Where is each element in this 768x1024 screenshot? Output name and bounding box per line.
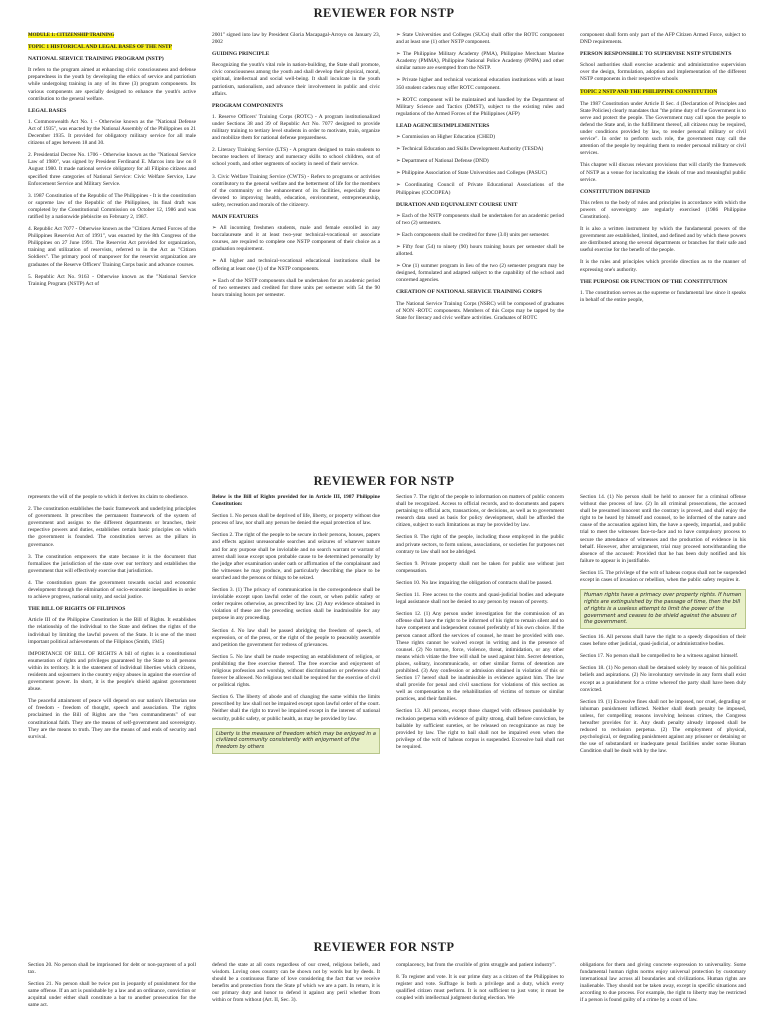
paragraph: The peaceful attainment of peace will depend on our nation's libertarian use of freedom - freedom of thought, speech and association. The rights proclaimed in the Bill of Rights are the "ten commandments" of our constitutional faith. They are the means of self-government and sovereignty. They are the means to truth. They are the means of and ends of security and survival.	[28, 698, 196, 740]
topic-heading: TOPIC 1 HISTORICAL AND LEGAL BASES OF THE NSTP	[28, 44, 172, 51]
section-heading: LEAD AGENCIES/IMPLEMENTERS	[396, 122, 490, 129]
bullet-item: ➢ Private higher and technical vocational education institutions with at least 350 student cadets may offer ROTC component.	[396, 77, 564, 91]
section-heading: CREATION OF NATIONAL SERVICE TRAINING CORPS	[396, 289, 542, 296]
bullet-item: ➢ Each of the NSTP components shall be undertaken for an academic period of two semesters and credited for three units per semester with 54 the 90 hours training hours per semester.	[212, 277, 380, 298]
column-1	[28, 962, 196, 1024]
paragraph: 2001" signed into law by President Gloria Macapagal-Arroyo on January 23, 2002	[212, 32, 380, 46]
section-heading: PERSON RESPONSIBLE TO SUPERVISE NSTP STUDENTS	[580, 51, 732, 58]
column-4	[580, 32, 746, 452]
paragraph: Section 3. (1) The privacy of communication in the correspondence shall be inviolable except upon lawful order of the court, or when public safety or order requires otherwise, as prescribed by law. (2) Any evidence obtained in violation of these are the preceding section shall be inadmissible for any purpose in any proceeding.	[212, 587, 380, 622]
paragraph: 2. Literacy Training Service (LTS) - A program designed to train students to become teachers of literacy and numeracy skills to school children, out of school youth, and other segments of society in need of their service.	[212, 147, 380, 168]
section-heading: GUIDING PRINCIPLE	[212, 51, 270, 58]
bullet-item: ➢ One (1) summer program in lieu of the two (2) semester program may be designed, formulated and adapted subject to the capability of the school and concerned agencies.	[396, 263, 564, 284]
paragraph: 3. Civic Welfare Training Service (CWTS) - Refers to programs or activities contributory to the general welfare and the betterment of life for the members of the community or the enhancement of its facilities, especially those devoted to improving health, education, environment, entrepreneurship, safety, recreation and morals of the citizenry.	[212, 173, 380, 208]
paragraph: defend the state at all costs regardless of our creed, religious beliefs, and wisdom. Loving ones country can be shown not by words but by deeds. It should be a continuous flame of love considering the fact that we receive benefits and protection from the State pf which we are a part. In return, it is our primary duty and honor to defend it against any peril whether from within or from without (Art. II, Sec. 3).	[212, 962, 380, 1004]
paragraph: Section 9. Private property shall not be taken for public use without just compensation.	[396, 560, 564, 574]
paragraph: Section 17. No person shall be compelled to be a witness against himself.	[580, 653, 739, 660]
column-2	[212, 962, 380, 1024]
column-1	[28, 494, 196, 890]
module-heading: MODULE 1: CITIZENSHIP TRAINING	[28, 33, 115, 38]
sheet-title: REVIEWER FOR NSTP	[313, 474, 455, 488]
paragraph: represents the will of the people to which it derives its claim to obedience.	[28, 494, 189, 500]
paragraph: 4. Republic Act 7077 - Otherwise known as the "Citizen Armed Forces of the Philippines Reservist Act of 1991", was enacted by the 8th Congress of the Philippines on 27 June 1991. The Reservist Act provided for organization, training and utilization of reservists, referred to in the Act as "Citizen Soldiers". The primary pool of manpower for the reservist organization are graduates of the Reserve Officers' Training Corps basic and advance courses.	[28, 226, 196, 268]
paragraph: This chapter will discuss relevant provisions that will clarify the framework of NSTP as a venue for inculcating the ideals of true and meaningful public service.	[580, 162, 746, 183]
paragraph: 8. To register and vote. It is our prime duty as a citizen of the Philippines to register and vote. Suffrage is both a privilege and a duty, which every qualified citizen must perform. It is not sufficient to just vote; it must be coupled with intellectual judgment during election. We	[396, 974, 564, 1002]
column-4	[580, 962, 746, 1024]
bullet-item: ➢ Fifty four (54) to ninety (90) hours training hours per semester shall be allotted.	[396, 243, 564, 258]
paragraph: Section 4. No law shall be passed abridging the freedom of speech, of expression, or of the press, or the right of the people to peaceably assemble and petition the government for redress of grievances.	[212, 627, 380, 648]
paragraph: It is also a written instrument by which the fundamental powers of the government are established, limited, and defined and by which these powers are distributed among the several departments or branches for their safe and useful exercise for the benefit of the people.	[580, 226, 746, 254]
paragraph: Section 13. All persons, except those charged with offenses punishable by reclusion perpetua with evidence of guilty strong, shall before conviction, be bailable by sufficient sureties, or be released on recognizance as may be provided by law. The right to bail shall not be impaired even when the privilege of the writ of habeas corpus is suspended. Excessive bail shall not be required.	[396, 708, 564, 750]
bullet-item: ➢ All higher and technical-vocational educational institutions shall be offering at least one (1) of the NSTP components.	[212, 258, 380, 272]
column-3	[396, 494, 564, 890]
paragraph: 5. Republic Act No. 9163 - Otherwise known as the "National Service Training Program (NSTP) Act of	[28, 273, 196, 287]
paragraph: Section 6. The liberty of abode and of changing the same within the limits prescribed by law shall not be impaired except upon lawful order of the court. Neither shall the right to travel be impaired except in the interest of national security, public safety, or public health, as may be provided by law.	[212, 694, 380, 722]
paragraph: Section 20. No person shall be imprisoned for debt or non-payment of a poll tax.	[28, 962, 196, 976]
bullet-item: ➢ Department of National Defense (DND)	[396, 158, 489, 165]
paragraph: Section 14. (1) No person shall be held to answer for a criminal offense without due process of law. (2) In all criminal prosecutions, the accused shall be presumed innocent until the contrary is proved, and shall enjoy the right to be heard by himself and counsel, to be informed of the nature and cause of the accusation against him, the have a speedy, impartial, and public trial to meet the witnesses face-to-face and to have compulsory process to secure the attendance of witnesses and the production of evidence in his behalf. However, after arraignment, trial may proceed notwithstanding the absence of the accused: Provided that he has been duly notified and his failure to appear is in justifiable.	[580, 494, 746, 564]
column-2	[212, 32, 380, 452]
paragraph: IMPORTANCE OF BILL OF RIGHTS A bill of rights is a constitutional enumeration of rights and privileges guaranteed by the State to all persons within its territory. It is the statement of individual liberties which citizens, residents and sojourners in the country enjoy abuses in against the exercise of government power. In short, it is the people's shield against government abuse.	[28, 650, 196, 693]
section-heading: Below is the Bill of Rights provided for in Article III, 1987 Philippine Constitution:	[212, 494, 380, 508]
column-2	[212, 494, 380, 890]
bullet-item: ➢ The Philippine Military Academy (PMA), Philippine Merchant Marine Academy (PMMA), Philippine National Police Academy (PNPA) and other similar nature are exempted from the NSTP.	[396, 51, 564, 72]
bullet-item: ➢ State Universities and Colleges (SUCs) shall offer the ROTC component and at least one (1) other NSTP component.	[396, 32, 564, 46]
column-4	[580, 494, 746, 890]
paragraph: Section 15. The privilege of the writ of habeas corpus shall not be suspended except in cases of invasion or rebellion, when the public safety requires it.	[580, 569, 746, 584]
paragraph: It refers to the program aimed at enhancing civic consciousness and defense preparedness in the youth by developing the ethics of service and patriotism while undergoing training in any of its three (3) program components. Its various components are specially designed to enhance the youth's active contribution to the general welfare.	[28, 67, 196, 102]
paragraph: Section 8. The right of the people, including those employed in the public and private sectors, to form unions, associations, or societies for purposes not contrary to law shall not be abridged.	[396, 534, 564, 555]
paragraph: Section 12. (1) Any person under investigation for the commission of an offense shall have the right to be informed of his right to remain silent and to have competent and independent counsel preferably of his own choice. If the person cannot afford the services of counsel, he must be provided with one. These rights cannot be waived except in writing and in the presence of counsel. (2) No torture, force, violence, threat, intimidation, or any other means which vitiate the free will shall be used against him. Secret detention, places, solitary, incommunicado, or other similar forms of detention are prohibited. (3) Any confession or admission obtained in violation of this or Section 17 hereof shall be inadmissible in evidence against him. The law shall provide for penal and civil sanctions for violations of this section as well as compensation to the rehabilitation of victims of torture or similar practices, and their families.	[396, 611, 564, 703]
bullet-item: ➢ Each of the NSTP components shall be undertaken for an academic period of two (2) semesters.	[396, 212, 564, 226]
sheet-1	[0, 6, 768, 452]
paragraph: 2. Presidential Decree No. 1706 - Otherwise known as the "National Service Law of 1980", was signed by President Ferdinand E. Marcos into law on 8 August 1980. It made national service obligatory for all Filipino citizens and specified three categories of National Service: Civic Welfare Service, Law Enforcement Service and Military Service.	[28, 152, 196, 187]
column-3	[396, 962, 564, 1024]
paragraph: The National Service Training Corps (NSRC) will be composed of graduates of NON -ROTC components. Members of this Corps may be tapped by the State for literacy and civic welfare activities. Graduates of ROTC	[396, 300, 564, 321]
paragraph: Section 7. The right of the people to information on matters of public concern shall be recognized. Access to official records, and to documents and papers pertaining to official acts, transactions, or decisions, as well as to government research data used as basis for policy development, shall be afforded the citizen, subject to such limitations as may be provided by law.	[396, 494, 564, 529]
paragraph: obligations for them and giving concrete expression to universality. Some fundamental human rights norms enjoy universal protection by customary international law across all boundaries and civilizations. Human rights are inalienable. They should not be taken away, except in specific situations and according to due process. For example, the right to liberty may be restricted if a person is found guilty of a crime by a court of law.	[580, 962, 746, 1004]
topic-heading: TOPIC 2 NSTP AND THE PHILIPPINE CONSTITUTION	[580, 88, 718, 95]
quote-box: Human rights have a primacy over property rights. If human rights are extinguished by the passage of time, then the bill of rights is a useless attempt to limit the power of the government and ceases to be shield against the abuses of the government.	[580, 589, 746, 629]
column-1	[28, 32, 196, 452]
paragraph: School authorities shall exercise academic and administrative supervision over the design, formulation, adoption and implementation of the different NSTP components in their respective schools	[580, 62, 746, 83]
paragraph: Section 21. No person shall be twice put in jeopardy of punishment for the same offense. If an act is punishable by a law and an ordinance, conviction or acquittal under either shall constitute a bar to another prosecution for the same act.	[28, 981, 196, 1009]
paragraph: Section 1. No person shall be deprived of life, liberty, or property without due process of law, nor shall any person be denied the equal protection of law.	[212, 513, 380, 527]
paragraph: Recognizing the youth's vital role in nation-building, the State shall promote, civic consciousness among the youth and shall develop their physical, moral, spiritual, intellectual and social well-being. It shall inculcate in the youth patriotism, nationalism, and advance their involvement in public and civic affairs.	[212, 62, 380, 97]
bullet-item: ➢ Philippine Association of State Universities and Colleges (PASUC)	[396, 170, 548, 177]
quote-box: Liberty is the measure of freedom which may be enjoyed in a civilized community consistently with enjoyment of the freedom by others	[212, 728, 380, 754]
bullet-item: ➢ All incoming freshmen students, male and female enrolled in any baccalaureate and it at least two-year technical-vocational or associate courses, are required to complete one NSTP component of their choice as a graduation requirement.	[212, 225, 380, 253]
paragraph: The 1987 Constitution under Article II Sec. 4 (Declaration of Principles and State Policies) clearly mandates that "the prime duty of the Government is to serve and protect the people. The Government may call upon the people to defend the State and, in the fulfillment thereof, all citizens may be required, under conditions provided by law, to render personal military or civil service". In order to perform such role, the government may call the attention of the people by requiring them to render personal military or civil services.	[580, 100, 746, 157]
paragraph: Section 16. All persons shall have the right to a speedy disposition of their cases before other judicial, quasi-judicial, or administrative bodies.	[580, 634, 746, 648]
paragraph: Section 5. No law shall be made respecting an establishment of religion, or prohibiting the free exercise thereof. The free exercise and enjoyment of religious profession and worship, without discrimination or preference shall forever be allowed. No religious test shall be required for the exercise of civil or political rights.	[212, 653, 380, 689]
bullet-item: ➢ Each components shall be credited for three (3.0) units per semester.	[396, 231, 550, 238]
paragraph: Section 10. No law impairing the obligation of contracts shall be passed.	[396, 579, 553, 586]
section-heading: THE BILL OF RIGHTS OF FILIPINOS	[28, 606, 126, 613]
paragraph: Section 19. (1) Excessive fines shall not be imposed, nor cruel, degrading or inhuman punishment inflicted. Neither shall death penalty be imposed, unless, for compelling reasons involving heinous crimes, the Congress hereafter provides for it. Any death penalty already imposed shall be reduced to reclusion perpetua. (2) The employment of physical, psychological, or degrading punishment against any prisoner or detaining or the use of substandard or inadequate penal facilities under some Human Condition shall be dealt with by the law.	[580, 698, 746, 755]
section-heading: CONSTITUTION DEFINED	[580, 188, 651, 195]
bullet-item: ➢ ROTC component will be maintained and handled by the Department of Military Science and Tactics (DMST), subject to the existing rules and regulations of the Armed Forces of the Philippines (AFP)	[396, 96, 564, 117]
paragraph: This refers to the body of rules and principles in accordance with which the powers of sovereignty are regularly exercised (1986 Philippine Constitution).	[580, 199, 746, 220]
sheet-title: REVIEWER FOR NSTP	[313, 940, 455, 954]
sheet-title: REVIEWER FOR NSTP	[313, 6, 455, 20]
paragraph: Section 18. (1) No person shall be detained solely by reason of his political beliefs and aspirations. (2) No involuntary servitude in any form shall exist except as a punishment for a crime whereof the party shall have been duly convicted.	[580, 665, 746, 693]
section-heading: DURATION AND EQUIVALENT COURSE UNIT	[396, 201, 518, 208]
paragraph: component shall form only part of the AFP Citizen Armed Force, subject to DND requirements.	[580, 32, 746, 46]
paragraph: 1. Reserve Officers' Training Corps (ROTC) - A program institutionalized under Sections 38 and 39 of Republic Act No. 7077 designed to provide military training to tertiary level students in order to motivate, train, organize and mobilize them for national defense preparedness.	[212, 113, 380, 142]
section-heading: PROGRAM COMPONENTS	[212, 102, 284, 109]
paragraph: 3. 1987 Constitution of the Republic of The Philippines - It is the constitution or supreme law of the Republic of the Philippines, its final draft was completed by the Constitutional Commission on October 12, 1986 and was ratified by a nationwide plebiscite on February 2, 1987.	[28, 192, 196, 220]
paragraph: 3. The constitution empowers the state because it is the document that formalizes the jurisdiction of the state over our territory and establishes the government that will effectively exercise that jurisdiction.	[28, 553, 196, 574]
paragraph: 4. The constitution gears the government towards social and economic development through the elimination of socio-economic inequalities in order to achieve progress, national unity, and social justice.	[28, 579, 196, 601]
sheet-3	[0, 940, 768, 1024]
paragraph: It is the rules and principles which provide direction as to the manner of expressing one's authority.	[580, 259, 746, 273]
sheet-2	[0, 474, 768, 892]
bullet-item: ➢ Coordinating Council of Private Educational Associations of the Philippines (COCOPEA)	[396, 182, 564, 196]
column-3	[396, 32, 564, 452]
paragraph: Article III of the Philippine Constitution is the Bill of Rights. It establishes the relationship of the individual to the State and defines the rights of the individual by limiting the lawful powers of the State. It is one of the most important political achievements of the Filipinos (Smith, 1945)	[28, 617, 196, 645]
paragraph: Section 11. Free access to the courts and quasi-judicial bodies and adequate legal assistance shall not be denied to any person by reason of poverty.	[396, 592, 564, 606]
section-heading: THE PURPOSE OR FUNCTION OF THE CONSTITUTION	[580, 278, 728, 285]
paragraph: Section 2. The right of the people to be secure in their persons, houses, papers and effects against unreasonable searches and seizures of whatever nature and for any purpose shall be inviolable and no search warrant or warrant of arrest shall issue except upon probable cause to be determined personally by the judge after examination under oath or affirmation of the complainant and the witnesses he may produce, and particularly describing the place to be searched and the persons or things to be seized.	[212, 532, 380, 581]
paragraph: complacency, but from the crucible of grim struggle and patient industry".	[396, 962, 556, 968]
paragraph: 1. The constitution serves as the supreme or fundamental law since it speaks in behalf of the entire people,	[580, 289, 746, 303]
section-heading: NATIONAL SERVICE TRAINING PROGRAM (NSTP)	[28, 56, 164, 63]
paragraph: 1. Commonwealth Act No. 1 - Otherwise known as the "National Defense Act of 1935", was enacted by the National Assembly of the Philippines on 21 December 1935. It provided for obligatory military service for all male citizens of ages between 18 and 30.	[28, 118, 196, 147]
section-heading: LEGAL BASES	[28, 107, 67, 114]
paragraph: 2. The constitution establishes the basic framework and underlying principles of government. It prescribes the permanent framework of the system of government and assigns to the different departments or branches, their respective powers and duties, establishes certain basic principles on which the government is founded. The constitution serves as the pillars in governance.	[28, 506, 196, 548]
bullet-item: ➢ Technical Education and Skills Development Authority (TESDA)	[396, 146, 544, 153]
bullet-item: ➢ Commission on Higher Education (CHED)	[396, 134, 495, 141]
section-heading: MAIN FEATURES	[212, 213, 259, 220]
